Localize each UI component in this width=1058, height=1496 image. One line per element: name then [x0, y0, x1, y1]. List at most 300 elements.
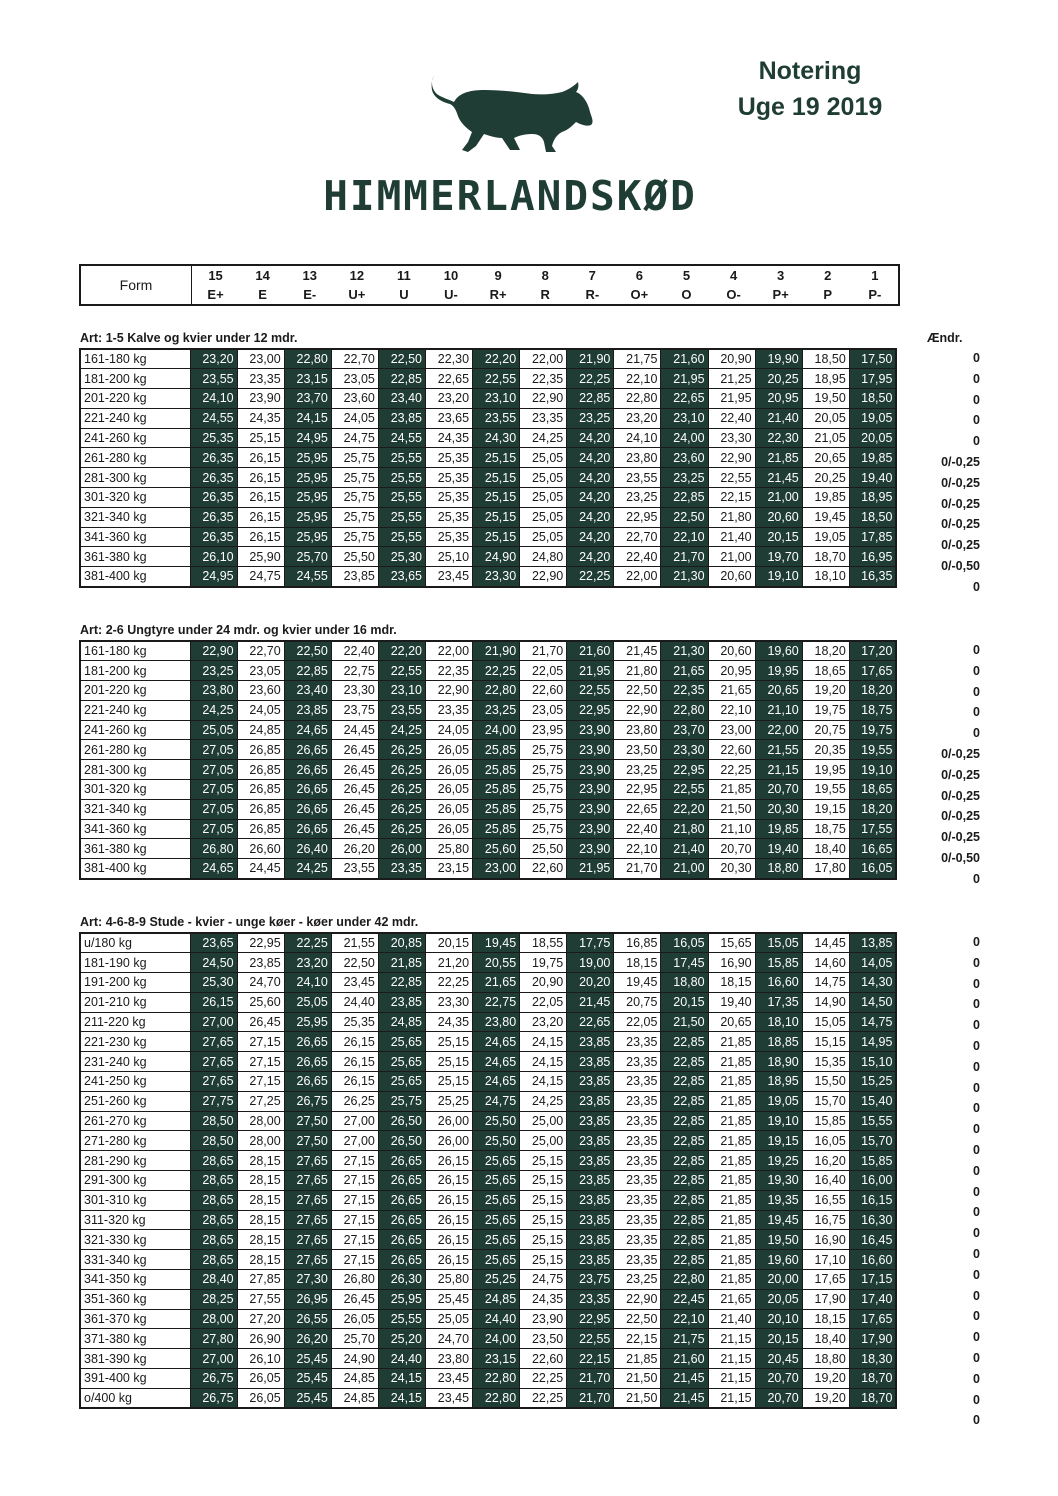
price-cell: 17,85 — [849, 527, 896, 547]
price-cell: 23,30 — [473, 567, 520, 587]
price-cell: 27,65 — [190, 1032, 237, 1052]
price-cell: 24,20 — [567, 547, 614, 567]
price-cell: 26,65 — [284, 760, 331, 780]
price-cell: 26,15 — [425, 1190, 472, 1210]
price-cell: 16,35 — [849, 567, 896, 587]
price-cell: 19,20 — [802, 1388, 849, 1408]
price-cell: 16,00 — [849, 1171, 896, 1191]
price-cell: 19,50 — [755, 1230, 802, 1250]
price-cell: 16,75 — [802, 1210, 849, 1230]
price-cell: 20,75 — [802, 720, 849, 740]
price-cell: 22,70 — [331, 349, 378, 369]
price-cell: 25,05 — [190, 720, 237, 740]
price-cell: 23,90 — [567, 760, 614, 780]
price-cell: 15,85 — [802, 1111, 849, 1131]
price-cell: 25,15 — [237, 428, 284, 448]
price-cell: 22,25 — [567, 567, 614, 587]
price-cell: 23,35 — [614, 1250, 661, 1270]
price-cell: 19,00 — [567, 953, 614, 973]
change-value: 0 — [973, 1226, 980, 1241]
price-cell: 22,50 — [661, 507, 708, 527]
price-cell: 23,15 — [425, 859, 472, 879]
price-cell: 24,05 — [331, 408, 378, 428]
change-value: 0 — [973, 643, 980, 657]
price-cell: 24,45 — [331, 720, 378, 740]
price-cell: 21,10 — [755, 700, 802, 720]
price-cell: 23,30 — [708, 428, 755, 448]
price-cell: 25,30 — [378, 547, 425, 567]
price-cell: 27,65 — [284, 1171, 331, 1191]
table-row — [80, 661, 896, 681]
table-row — [80, 547, 896, 567]
price-cell: 25,95 — [284, 1012, 331, 1032]
price-cell: 26,05 — [425, 780, 472, 800]
price-cell: 23,35 — [378, 859, 425, 879]
change-value: 0 — [973, 1392, 980, 1407]
price-cell: 20,35 — [802, 740, 849, 760]
price-cell: 18,85 — [755, 1032, 802, 1052]
price-cell: 22,90 — [520, 389, 567, 409]
price-cell: 23,60 — [661, 448, 708, 468]
price-cell: 26,15 — [237, 527, 284, 547]
price-cell: 26,15 — [190, 992, 237, 1012]
price-cell: 22,50 — [614, 681, 661, 701]
price-cell: 22,85 — [661, 1052, 708, 1072]
weight-range-label: 251-260 kg — [80, 1091, 190, 1111]
price-cell: 21,65 — [708, 1289, 755, 1309]
weight-range-label: 281-300 kg — [80, 468, 190, 488]
table-row — [80, 780, 896, 800]
table-row — [80, 720, 896, 740]
table-row — [80, 488, 896, 508]
price-cell: 26,75 — [190, 1369, 237, 1389]
price-cell: 25,50 — [331, 547, 378, 567]
grade-letter: P- — [868, 287, 882, 302]
change-column-label: Ændr. — [927, 331, 963, 345]
table-row — [80, 760, 896, 780]
change-value: 0 — [973, 434, 980, 449]
price-cell: 23,60 — [331, 389, 378, 409]
grade-number: 8 — [541, 268, 549, 283]
price-cell: 22,50 — [614, 1309, 661, 1329]
grade-letter-row — [80, 285, 899, 305]
change-value: 0 — [973, 1350, 980, 1365]
weight-range-label: 291-300 kg — [80, 1171, 190, 1191]
price-cell: 24,15 — [520, 1032, 567, 1052]
price-cell: 13,85 — [849, 933, 896, 953]
price-cell: 26,65 — [284, 799, 331, 819]
price-cell: 25,10 — [425, 547, 472, 567]
price-cell: 15,10 — [849, 1052, 896, 1072]
price-cell: 19,10 — [849, 760, 896, 780]
price-cell: 23,85 — [567, 1091, 614, 1111]
price-cell: 26,05 — [237, 1388, 284, 1408]
price-cell: 28,15 — [237, 1151, 284, 1171]
price-cell: 20,25 — [802, 468, 849, 488]
price-cell: 23,35 — [614, 1230, 661, 1250]
change-value: 0 — [973, 1184, 980, 1199]
price-cell: 23,25 — [473, 700, 520, 720]
price-cell: 17,75 — [567, 933, 614, 953]
price-cell: 25,75 — [331, 488, 378, 508]
price-cell: 23,65 — [190, 933, 237, 953]
price-cell: 21,65 — [473, 973, 520, 993]
price-cell: 18,15 — [614, 953, 661, 973]
price-cell: 16,05 — [661, 933, 708, 953]
price-cell: 25,05 — [520, 468, 567, 488]
grade-number-row — [80, 265, 899, 285]
price-cell: 27,15 — [237, 1052, 284, 1072]
price-cell: 21,50 — [708, 799, 755, 819]
grade-number: 15 — [208, 268, 223, 283]
table-row — [80, 1012, 896, 1032]
price-cell: 26,15 — [425, 1151, 472, 1171]
price-cell: 22,35 — [661, 681, 708, 701]
price-cell: 28,40 — [190, 1270, 237, 1290]
price-cell: 21,85 — [708, 1151, 755, 1171]
price-cell: 24,95 — [284, 428, 331, 448]
price-cell: 26,35 — [190, 488, 237, 508]
price-cell: 26,25 — [378, 819, 425, 839]
price-cell: 16,60 — [849, 1250, 896, 1270]
price-cell: 23,35 — [614, 1171, 661, 1191]
price-cell: 18,65 — [849, 780, 896, 800]
price-cell: 26,85 — [237, 760, 284, 780]
price-cell: 21,75 — [614, 349, 661, 369]
price-cell: 24,70 — [425, 1329, 472, 1349]
table-row — [80, 1250, 896, 1270]
price-cell: 23,85 — [284, 700, 331, 720]
price-cell: 26,35 — [190, 527, 237, 547]
price-cell: 25,65 — [378, 1052, 425, 1072]
price-cell: 22,70 — [614, 527, 661, 547]
price-cell: 26,20 — [284, 1329, 331, 1349]
price-cell: 17,80 — [802, 859, 849, 879]
change-column-stude — [905, 932, 980, 1431]
price-cell: 24,15 — [284, 408, 331, 428]
price-cell: 21,15 — [708, 1388, 755, 1408]
table-row — [80, 1190, 896, 1210]
price-cell: 23,35 — [567, 1289, 614, 1309]
table-row — [80, 389, 896, 409]
price-cell: 22,30 — [755, 428, 802, 448]
price-cell: 22,85 — [661, 1032, 708, 1052]
change-value: 0 — [973, 1267, 980, 1282]
weight-range-label: u/180 kg — [80, 933, 190, 953]
price-cell: 22,70 — [237, 641, 284, 661]
price-cell: 27,65 — [284, 1210, 331, 1230]
price-cell: 26,25 — [331, 1091, 378, 1111]
price-cell: 17,35 — [755, 992, 802, 1012]
price-cell: 22,10 — [661, 527, 708, 547]
price-cell: 25,90 — [237, 547, 284, 567]
price-cell: 23,90 — [567, 780, 614, 800]
price-cell: 24,55 — [284, 567, 331, 587]
price-cell: 17,10 — [802, 1250, 849, 1270]
table-row — [80, 1052, 896, 1072]
price-cell: 27,65 — [284, 1250, 331, 1270]
change-value: 0/-0,25 — [941, 517, 980, 532]
price-cell: 22,35 — [520, 369, 567, 389]
price-cell: 22,05 — [520, 661, 567, 681]
price-cell: 24,40 — [331, 992, 378, 1012]
price-cell: 25,35 — [425, 488, 472, 508]
price-cell: 21,70 — [614, 859, 661, 879]
change-value: 0 — [973, 1018, 980, 1033]
price-cell: 23,55 — [378, 700, 425, 720]
price-cell: 20,25 — [755, 369, 802, 389]
table-row — [80, 839, 896, 859]
price-cell: 16,20 — [802, 1151, 849, 1171]
price-cell: 24,90 — [331, 1349, 378, 1369]
price-cell: 24,00 — [473, 720, 520, 740]
price-cell: 26,80 — [190, 839, 237, 859]
price-cell: 16,05 — [802, 1131, 849, 1151]
weight-range-label: 201-210 kg — [80, 992, 190, 1012]
price-cell: 28,00 — [237, 1111, 284, 1131]
price-cell: 24,75 — [331, 428, 378, 448]
weight-range-label: 261-270 kg — [80, 1111, 190, 1131]
price-cell: 20,20 — [567, 973, 614, 993]
price-cell: 22,60 — [708, 740, 755, 760]
price-cell: 27,65 — [284, 1151, 331, 1171]
price-cell: 25,75 — [331, 468, 378, 488]
price-cell: 23,20 — [425, 389, 472, 409]
weight-range-label: 391-400 kg — [80, 1369, 190, 1389]
price-cell: 23,00 — [708, 720, 755, 740]
change-value: 0 — [973, 997, 980, 1012]
price-cell: 18,20 — [849, 681, 896, 701]
price-cell: 28,15 — [237, 1171, 284, 1191]
price-cell: 24,40 — [473, 1309, 520, 1329]
price-cell: 26,60 — [237, 839, 284, 859]
price-cell: 23,55 — [190, 369, 237, 389]
price-cell: 14,95 — [849, 1032, 896, 1052]
price-cell: 22,85 — [661, 1111, 708, 1131]
change-value: 0 — [973, 1122, 980, 1137]
price-cell: 25,50 — [473, 1131, 520, 1151]
change-value: 0/-0,50 — [941, 850, 980, 865]
price-cell: 25,85 — [473, 780, 520, 800]
price-cell: 16,90 — [802, 1230, 849, 1250]
price-cell: 23,95 — [520, 720, 567, 740]
price-cell: 24,50 — [190, 953, 237, 973]
price-cell: 23,35 — [614, 1072, 661, 1092]
price-cell: 23,60 — [237, 681, 284, 701]
price-cell: 20,65 — [802, 448, 849, 468]
grade-number: 13 — [302, 268, 317, 283]
price-cell: 17,90 — [802, 1289, 849, 1309]
price-cell: 24,85 — [473, 1289, 520, 1309]
price-cell: 20,45 — [755, 1349, 802, 1369]
price-cell: 23,25 — [661, 468, 708, 488]
price-cell: 24,15 — [378, 1388, 425, 1408]
price-cell: 20,60 — [708, 567, 755, 587]
price-cell: 20,15 — [425, 933, 472, 953]
price-cell: 25,95 — [284, 507, 331, 527]
price-cell: 23,25 — [614, 488, 661, 508]
price-cell: 19,45 — [755, 1210, 802, 1230]
price-cell: 22,40 — [614, 819, 661, 839]
price-cell: 24,15 — [378, 1369, 425, 1389]
price-cell: 21,30 — [661, 567, 708, 587]
price-cell: 21,95 — [567, 661, 614, 681]
price-cell: 23,55 — [473, 408, 520, 428]
price-table-stude — [79, 932, 897, 1409]
price-cell: 20,95 — [708, 661, 755, 681]
weight-range-label: 241-260 kg — [80, 428, 190, 448]
price-cell: 24,85 — [331, 1388, 378, 1408]
price-cell: 26,15 — [331, 1072, 378, 1092]
price-cell: 28,65 — [190, 1171, 237, 1191]
price-cell: 22,60 — [520, 1349, 567, 1369]
price-cell: 26,05 — [331, 1309, 378, 1329]
price-cell: 27,50 — [284, 1111, 331, 1131]
change-value: 0 — [973, 976, 980, 991]
price-cell: 28,15 — [237, 1190, 284, 1210]
price-cell: 22,80 — [284, 349, 331, 369]
price-cell: 22,85 — [661, 1250, 708, 1270]
price-cell: 26,25 — [378, 760, 425, 780]
table-row — [80, 1151, 896, 1171]
change-value: 0/-0,25 — [941, 538, 980, 553]
change-value: 0 — [973, 684, 980, 699]
price-cell: 22,75 — [331, 661, 378, 681]
price-cell: 25,15 — [473, 448, 520, 468]
change-value: 0/-0,25 — [941, 830, 980, 845]
price-cell: 20,70 — [755, 1388, 802, 1408]
price-cell: 27,15 — [331, 1171, 378, 1191]
price-cell: 27,00 — [190, 1349, 237, 1369]
price-cell: 26,15 — [237, 448, 284, 468]
price-cell: 26,15 — [425, 1230, 472, 1250]
price-cell: 28,50 — [190, 1111, 237, 1131]
price-cell: 23,85 — [567, 1190, 614, 1210]
price-cell: 15,85 — [755, 953, 802, 973]
price-cell: 19,85 — [755, 819, 802, 839]
table-row — [80, 1171, 896, 1191]
price-cell: 23,45 — [425, 1388, 472, 1408]
weight-range-label: 361-380 kg — [80, 839, 190, 859]
price-cell: 25,05 — [520, 448, 567, 468]
price-cell: 18,20 — [849, 799, 896, 819]
price-cell: 21,40 — [661, 839, 708, 859]
grade-letter: U+ — [348, 287, 366, 302]
price-cell: 18,50 — [802, 349, 849, 369]
table-row — [80, 408, 896, 428]
price-cell: 23,15 — [284, 369, 331, 389]
price-cell: 16,30 — [849, 1210, 896, 1230]
price-cell: 25,75 — [378, 1091, 425, 1111]
price-cell: 15,65 — [708, 933, 755, 953]
price-cell: 19,70 — [755, 547, 802, 567]
price-cell: 18,95 — [755, 1072, 802, 1092]
table-row — [80, 567, 896, 587]
price-cell: 22,90 — [614, 1289, 661, 1309]
price-cell: 18,40 — [802, 1329, 849, 1349]
price-cell: 22,55 — [567, 681, 614, 701]
price-cell: 24,10 — [614, 428, 661, 448]
price-cell: 23,35 — [614, 1091, 661, 1111]
price-cell: 25,15 — [425, 1032, 472, 1052]
price-cell: 24,55 — [378, 428, 425, 448]
price-cell: 23,85 — [567, 1072, 614, 1092]
price-cell: 25,75 — [331, 448, 378, 468]
price-cell: 14,60 — [802, 953, 849, 973]
price-cell: 23,00 — [237, 349, 284, 369]
price-cell: 21,55 — [755, 740, 802, 760]
price-cell: 23,30 — [425, 992, 472, 1012]
price-cell: 21,70 — [661, 547, 708, 567]
price-cell: 23,30 — [661, 740, 708, 760]
price-cell: 23,85 — [378, 408, 425, 428]
price-cell: 21,85 — [708, 1190, 755, 1210]
price-cell: 26,20 — [331, 839, 378, 859]
price-cell: 19,85 — [849, 448, 896, 468]
price-cell: 23,85 — [331, 567, 378, 587]
price-cell: 18,10 — [802, 567, 849, 587]
price-cell: 27,50 — [284, 1131, 331, 1151]
notering-title — [700, 53, 920, 125]
price-cell: 28,65 — [190, 1210, 237, 1230]
price-cell: 25,15 — [473, 488, 520, 508]
weight-range-label: 381-400 kg — [80, 859, 190, 879]
price-cell: 21,80 — [614, 661, 661, 681]
price-cell: 15,35 — [802, 1052, 849, 1072]
price-cell: 18,40 — [802, 839, 849, 859]
price-cell: 23,85 — [237, 953, 284, 973]
weight-range-label: 241-260 kg — [80, 720, 190, 740]
price-cell: 24,20 — [567, 468, 614, 488]
price-cell: 24,35 — [237, 408, 284, 428]
price-cell: 21,50 — [614, 1369, 661, 1389]
grade-number: 1 — [871, 268, 879, 283]
change-value: 0 — [973, 579, 980, 594]
price-cell: 26,45 — [331, 760, 378, 780]
price-cell: 23,35 — [520, 408, 567, 428]
price-cell: 20,70 — [755, 1369, 802, 1389]
price-cell: 22,80 — [473, 1369, 520, 1389]
price-cell: 22,20 — [473, 349, 520, 369]
price-cell: 25,45 — [284, 1349, 331, 1369]
table-row — [80, 1289, 896, 1309]
price-cell: 19,15 — [802, 799, 849, 819]
table-row — [80, 1369, 896, 1389]
price-cell: 26,15 — [331, 1032, 378, 1052]
price-cell: 22,20 — [661, 799, 708, 819]
table-row — [80, 527, 896, 547]
price-cell: 22,95 — [237, 933, 284, 953]
price-cell: 21,45 — [661, 1388, 708, 1408]
price-cell: 23,25 — [614, 760, 661, 780]
price-cell: 22,95 — [614, 507, 661, 527]
price-cell: 26,95 — [284, 1289, 331, 1309]
price-cell: 27,05 — [190, 799, 237, 819]
table-row — [80, 1091, 896, 1111]
price-cell: 19,05 — [802, 527, 849, 547]
price-cell: 18,95 — [802, 369, 849, 389]
price-cell: 23,65 — [425, 408, 472, 428]
price-cell: 17,45 — [661, 953, 708, 973]
price-cell: 19,05 — [849, 408, 896, 428]
price-cell: 24,90 — [473, 547, 520, 567]
price-cell: 25,35 — [190, 428, 237, 448]
price-cell: 24,10 — [284, 973, 331, 993]
price-cell: 23,25 — [614, 1270, 661, 1290]
price-cell: 26,65 — [284, 1032, 331, 1052]
price-cell: 23,45 — [425, 567, 472, 587]
price-cell: 23,35 — [614, 1111, 661, 1131]
